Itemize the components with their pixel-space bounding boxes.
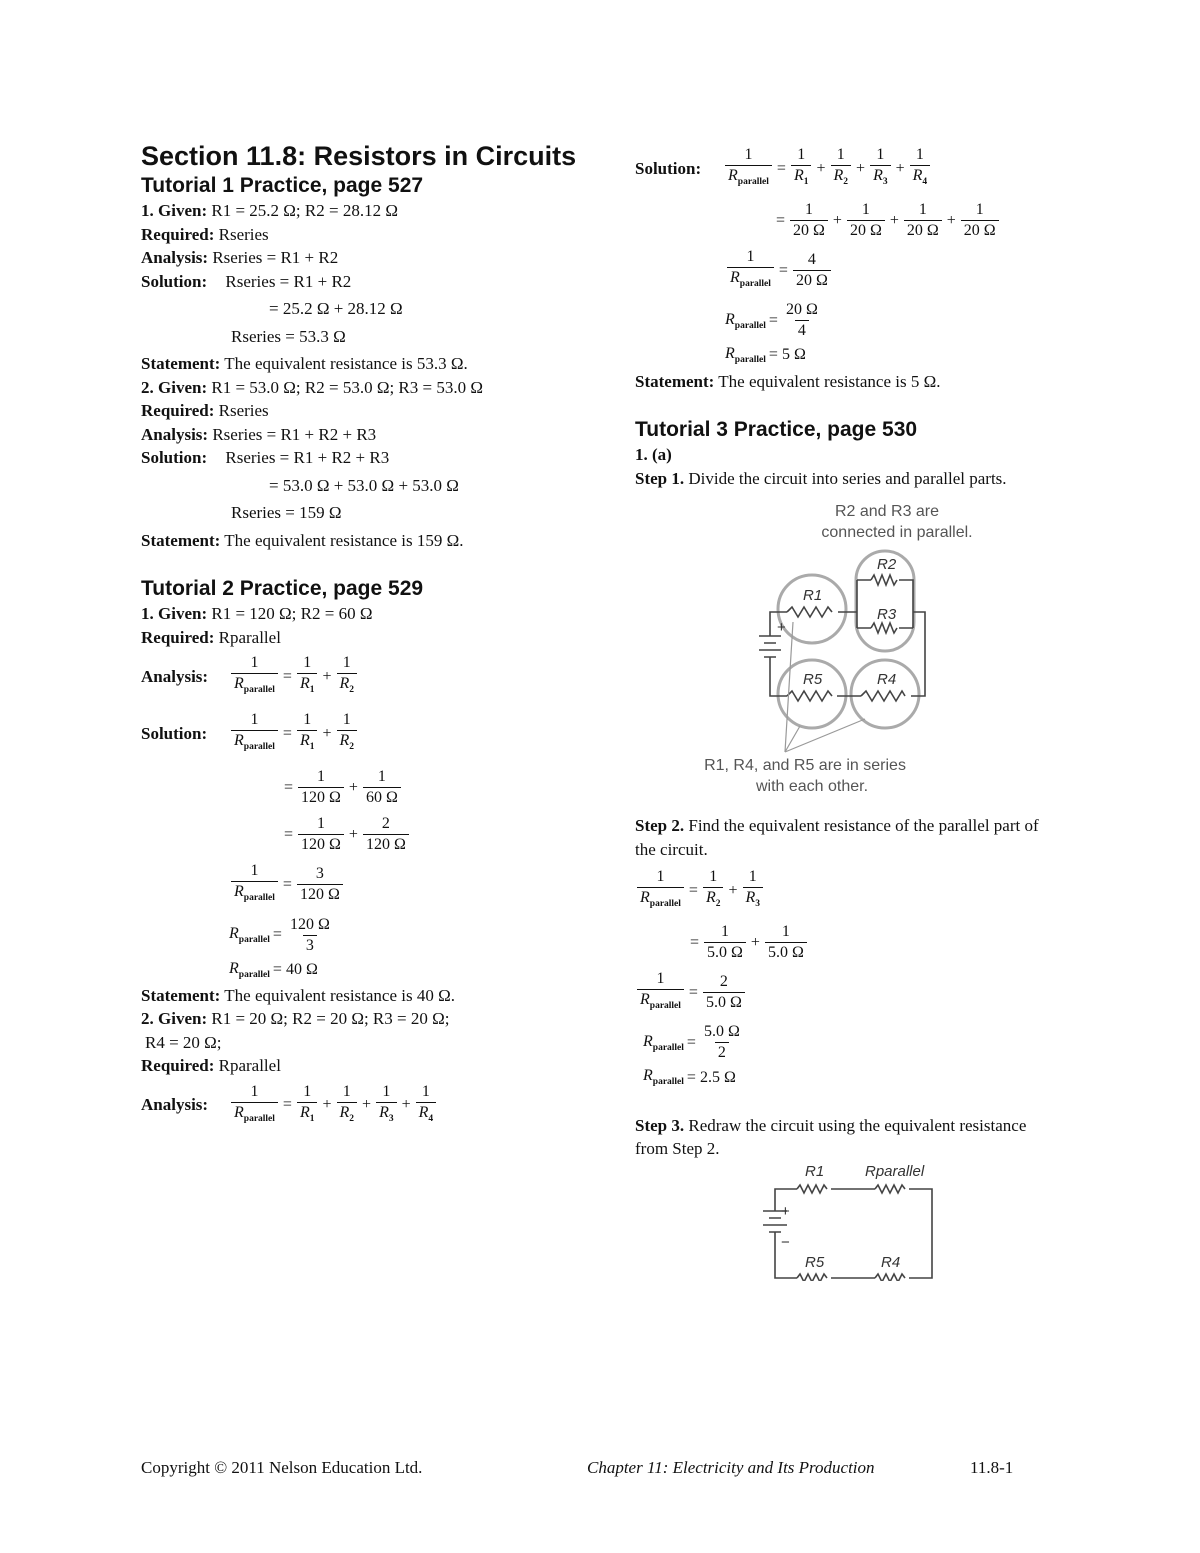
t2p1-given: 1. Given: R1 = 120 Ω; R2 = 60 Ω — [141, 604, 373, 623]
t1p1-solution: Solution: Rseries = R1 + R2 — [141, 271, 352, 291]
t2p2-required: Required: Rparallel — [141, 1056, 281, 1076]
t3-step2-eq3: $\frac{1}{R_{parallel}}$ = $\frac{2}{5.0 \Omega}$ — [635, 969, 1055, 1016]
t1p1-given: 1. Given: R1 = 25.2 Ω; R2 = 28.12 Ω — [141, 201, 398, 220]
tutorial-2-title: Tutorial 2 Practice, page 529 — [141, 577, 424, 600]
t2p2-solution: Solution: $\frac{1}{R_{parallel}}$ = $\frac{1}{R_1}$ + $\frac{1}{R_2}$ + $\frac{1}{R_3}$ + $\frac{1}{R_4}$ — [635, 145, 1055, 192]
t3-step3: Step 3. Redraw the circuit using the equivalent resistance from Step 2. — [635, 1115, 1027, 1159]
t2p2-analysis: Analysis: $\frac{1}{R_{parallel}}$ = $\frac{1}{R_1}$ + $\frac{1}{R_2}$ + $\frac{1}{R_3}$ + $\frac{1}{R_4}$ — [141, 1082, 581, 1129]
battery — [759, 636, 781, 657]
t3-step2-eq2: = $\frac{1}{5.0 \Omega}$ + $\frac{1}{5.0 \Omega}$ — [635, 922, 1055, 963]
caption-bottom-line1: R1, R4, and R5 are in series — [704, 757, 906, 775]
t2p1-solution-line6: $R_{parallel}$ = 40 Ω — [229, 959, 318, 980]
battery2-plus: + — [781, 1202, 790, 1220]
t2p2-solution-line2: = $\frac{1}{20 \Omega}$ + $\frac{1}{20 \Omega}$ + $\frac{1}{20 \Omega}$ + $\frac{1}{20 \Omega}$ — [635, 200, 1055, 241]
t3-part-label: 1. (a) — [635, 445, 672, 465]
resistor-r5 — [787, 691, 832, 701]
footer-copyright: Copyright © 2011 Nelson Education Ltd. — [141, 1458, 423, 1477]
t3-step2-eq1: $\frac{1}{R_{parallel}}$ = $\frac{1}{R_2}$ + $\frac{1}{R_3}$ — [635, 867, 1055, 914]
t1p1-solution-line2: = 25.2 Ω + 28.12 Ω — [269, 299, 403, 318]
t2p2-solution-line3: $\frac{1}{R_{parallel}}$ = $\frac{4}{20 \Omega}$ — [635, 247, 1055, 294]
t1p1-required: Required: Rseries — [141, 224, 269, 244]
label-r4-eq: R4 — [881, 1253, 901, 1271]
caption-top-line1: R2 and R3 are — [834, 503, 940, 521]
t2p2-given: 2. Given: R1 = 20 Ω; R2 = 20 Ω; R3 = 20 Ω; — [141, 1009, 450, 1029]
t2p1-statement: Statement: The equivalent resistance is 40 Ω. — [141, 985, 455, 1005]
t2p2-solution-line5: $R_{parallel}$ = 5 Ω — [725, 345, 806, 366]
resistor-r2 — [871, 575, 897, 585]
t3-step2-eq5: $R_{parallel}$ = 2.5 Ω — [643, 1067, 736, 1088]
resistor-r3 — [871, 623, 897, 633]
label-r5-eq: R5 — [805, 1253, 825, 1271]
label-r1: R1 — [803, 587, 823, 605]
t2p1-solution: Solution: $\frac{1}{R_{parallel}}$ = $\frac{1}{R_1}$ + $\frac{1}{R_2}$ — [141, 710, 581, 757]
t1p2-solution-line3: Rseries = 159 Ω — [231, 503, 342, 522]
label-r4: R4 — [877, 671, 897, 689]
t3-step2-eq4: $R_{parallel}$ = $\frac{5.0 \Omega}{2}$ — [643, 1023, 740, 1062]
r1-highlight-circle — [778, 575, 846, 643]
t1p2-statement: Statement: The equivalent resistance is 159 Ω. — [141, 530, 464, 550]
t2p2-statement: Statement: The equivalent resistance is 5 Ω. — [635, 371, 941, 391]
resistor-r4 — [861, 691, 905, 701]
t2p2-solution-line4: $R_{parallel}$ = $\frac{20 \Omega}{4}$ — [725, 301, 818, 340]
t1p2-analysis: Analysis: Rseries = R1 + R2 + R3 — [141, 424, 377, 444]
circuit-diagram-2 — [635, 1161, 1055, 1281]
resistor-r5-eq — [797, 1274, 827, 1281]
t1p2-solution-line2: = 53.0 Ω + 53.0 Ω + 53.0 Ω — [269, 475, 459, 495]
label-r1-eq: R1 — [805, 1162, 825, 1180]
t1p2-required: Required: Rseries — [141, 401, 269, 420]
right-column — [635, 145, 1055, 1281]
tutorial-3-title: Tutorial 3 Practice, page 530 — [635, 418, 918, 442]
label-r2: R2 — [877, 556, 897, 574]
t1p2-solution: Solution: Rseries = R1 + R2 + R3 — [141, 448, 390, 467]
circuit-diagram-1 — [635, 494, 1055, 794]
t3-step2: Step 2. Find the equivalent resistance of the parallel part of the circuit. — [635, 816, 1039, 859]
label-r5: R5 — [803, 671, 823, 689]
section-title: Section 11.8: Resistors in Circuits — [141, 141, 577, 171]
t1p1-statement: Statement: The equivalent resistance is 53.3 Ω. — [141, 354, 468, 373]
resistor-r1-eq — [797, 1185, 827, 1193]
t3-step1: Step 1. Divide the circuit into series and parallel parts. — [635, 468, 1007, 488]
t1p2-given: 2. Given: R1 = 53.0 Ω; R2 = 53.0 Ω; R3 = 53.0 Ω — [141, 377, 483, 397]
t2p1-analysis: Analysis: $\frac{1}{R_{parallel}}$ = $\frac{1}{R_1}$ + $\frac{1}{R_2}$ — [141, 653, 581, 700]
t2p1-required: Required: Rparallel — [141, 627, 281, 647]
t2p1-solution-line2: = $\frac{1}{120 \Omega}$ + $\frac{1}{60 \Omega}$ — [141, 767, 581, 808]
tutorial-1-title: Tutorial 1 Practice, page 527 — [141, 174, 424, 197]
battery-plus: + — [777, 619, 786, 637]
t2p1-solution-line3: = $\frac{1}{120 \Omega}$ + $\frac{2}{120 \Omega}$ — [141, 814, 581, 855]
footer-chapter: Chapter 11: Electricity and Its Production — [587, 1458, 875, 1477]
t2p2-given2: R4 = 20 Ω; — [145, 1032, 222, 1052]
caption-top-line2: connected in parallel. — [821, 524, 973, 542]
t2p1-solution-line4: $\frac{1}{R_{parallel}}$ = $\frac{3}{120 \Omega}$ — [141, 861, 581, 908]
resistor-r4-eq — [875, 1274, 905, 1281]
battery2-minus: − — [781, 1233, 790, 1251]
left-column — [141, 140, 581, 1129]
t1p1-analysis: Analysis: Rseries = R1 + R2 — [141, 248, 339, 267]
resistor-r1 — [787, 607, 832, 617]
label-rparallel: Rparallel — [865, 1162, 925, 1180]
label-r3: R3 — [877, 606, 897, 624]
t2p1-solution-line5: $R_{parallel}$ = $\frac{120 \Omega}{3}$ — [229, 915, 330, 954]
resistor-rparallel — [875, 1185, 905, 1193]
caption-bottom-line2: with each other. — [755, 778, 869, 795]
footer-page-number: 11.8-1 — [970, 1458, 1014, 1477]
t1p1-solution-line3: Rseries = 53.3 Ω — [231, 326, 346, 346]
